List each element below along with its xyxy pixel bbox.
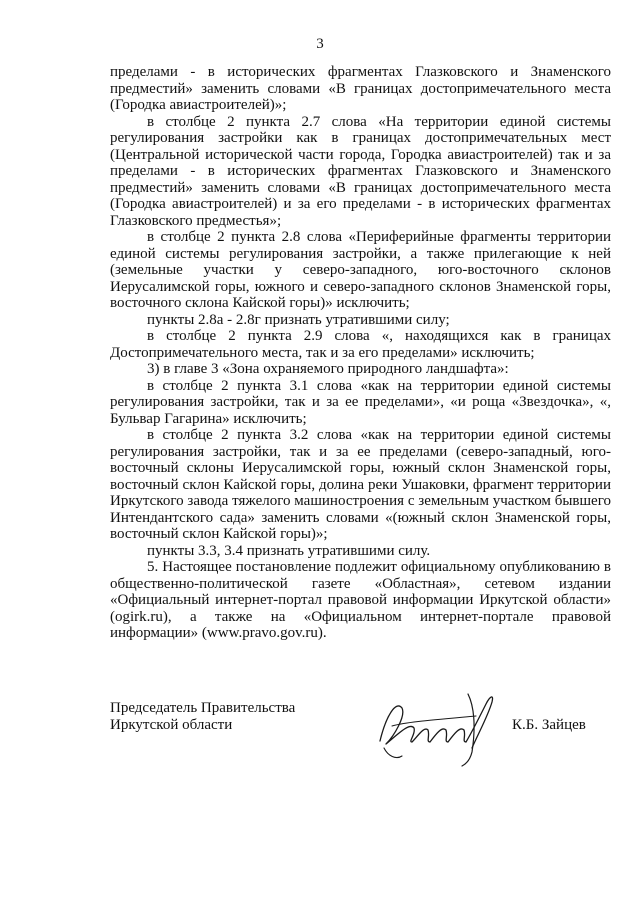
paragraph: пункты 3.3, 3.4 признать утратившими силу.: [147, 542, 431, 559]
signer-title-line: Председатель Правительства: [110, 700, 296, 716]
paragraph: в столбце 2 пункта 2.8 слова «Периферийные фрагменты территории единой системы регулирования застройки, а также прилегающие к ней (земельные участки у северо-западного, юго-восточного склонов Иерусалимской горы, южного и северо-западного склонов Знаменской горы, восточного склона Кайской горы)» исключить;: [110, 229, 611, 311]
signer-name: К.Б. Зайцев: [512, 717, 586, 733]
handwritten-signature: [372, 686, 512, 768]
page-number: 3: [316, 36, 324, 52]
paragraph: пределами - в исторических фрагментах Глазковского и Знаменского предместий» заменить словами «В границах достопримечательного места (Городка авиастроителей)»;: [110, 64, 611, 113]
paragraph: в столбце 2 пункта 2.9 слова «, находящихся как в границах Достопримечательного места, так и за его пределами» исключить;: [110, 328, 611, 361]
paragraph: в столбце 2 пункта 3.1 слова «как на территории единой системы регулирования застройки, так и за ее пределами», «и роща «Звездочка», «, Бульвар Гагарина» исключить;: [110, 377, 611, 427]
signature-block: [110, 700, 611, 780]
paragraph: в столбце 2 пункта 3.2 слова «как на территории единой системы регулирования застройки, так и за ее пределами (северо-западный, юго-восточный склоны Иерусалимской горы, южный склон Знаменской горы, восточный склон Кайской горы, долина реки Ушаковки, фрагмент территории Иркутского завода тяжелого машиностроения с земельным участком бывшего Интендантского сада» заменить словами «(южный склон Знаменской горы, восточный склон Кайской горы)»;: [110, 427, 611, 542]
paragraph: 5. Настоящее постановление подлежит официальному опубликованию в общественно-политической газете «Областная», сетевом издании «Официальный интернет-портал правовой информации Иркутской области» (ogirk.ru), а также на «Официальном интернет-портале правовой информации» (www.pravo.gov.ru).: [110, 559, 611, 641]
paragraph: 3) в главе 3 «Зона охраняемого природного ландшафта»:: [147, 361, 509, 377]
paragraph: в столбце 2 пункта 2.7 слова «На территории единой системы регулирования застройки как в границах достопримечательных мест (Центральной исторической части города, Городка авиастроителей) так и за пределами - в исторических фрагментах Глазковского и Знаменского предместий» заменить словами «В границах достопримечательного места (Городка авиастроителей) и за его пределами - в исторических фрагментах Глазковского предместья»;: [110, 113, 611, 229]
document-body: [110, 64, 611, 642]
signer-title-line: Иркутской области: [110, 717, 233, 733]
paragraph: пункты 2.8а - 2.8г признать утратившими силу;: [147, 311, 450, 328]
signer-title: [110, 700, 295, 734]
